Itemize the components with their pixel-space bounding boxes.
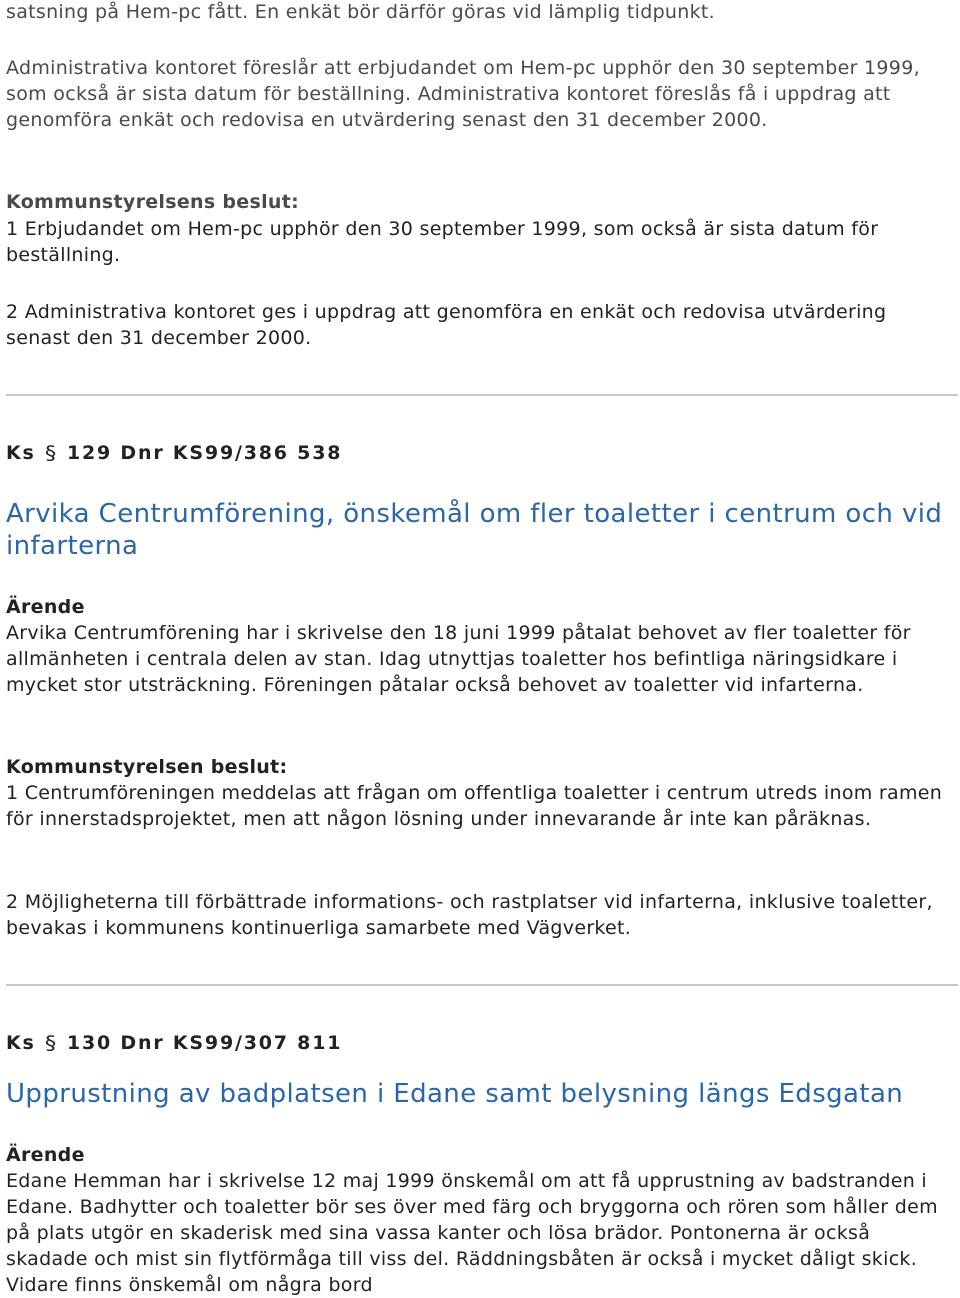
decision-1-item-1: 1 Erbjudandet om Hem-pc upphör den 30 september 1999, som också är sista datum för beställning. bbox=[6, 218, 879, 266]
ks129-prefix: Ks bbox=[6, 442, 36, 464]
ks129-decision-1: 1 Centrumföreningen meddelas att frågan om offentliga toaletter i centrum utreds inom ramen för innerstadsprojektet, men att någon lösning under innevarande år inte kan påräknas. bbox=[6, 782, 943, 830]
decision-1-item-2: 2 Administrativa kontoret ges i uppdrag att genomföra en enkät och redovisa utvärdering senast den 31 december 2000. bbox=[6, 301, 887, 349]
proposal-paragraph: Administrativa kontoret föreslår att erbjudandet om Hem-pc upphör den 30 september 1999, som också är sista datum för beställning. Administrativa kontoret föreslås få i uppdrag att genomföra enkät och redovisa en utvärdering senast den 31 december 2000. bbox=[6, 57, 920, 131]
paragraph-sign-icon: § bbox=[44, 442, 59, 464]
ks130-reference bbox=[6, 1030, 342, 1056]
ks129-title: Arvika Centrumförening, önskemål om fler toaletter i centrum och vid infarterna bbox=[6, 499, 943, 561]
ks129-reference bbox=[6, 440, 342, 466]
ks129-arende-heading: Ärende bbox=[6, 596, 85, 618]
ks129-number: 129 Dnr KS99/386 538 bbox=[66, 442, 343, 464]
intro-tail: satsning på Hem-pc fått. En enkät bör därför göras vid lämplig tidpunkt. bbox=[6, 1, 716, 23]
ks129-decision-2: 2 Möjligheterna till förbättrade informations- och rastplatser vid infarterna, inklusive toaletter, bevakas i kommunens kontinuerliga samarbete med Vägverket. bbox=[6, 891, 933, 939]
ks129-decision-heading: Kommunstyrelsen beslut: bbox=[6, 756, 288, 778]
section-divider-1 bbox=[6, 394, 958, 396]
decision-heading-1: Kommunstyrelsens beslut: bbox=[6, 191, 299, 213]
ks130-number: 130 Dnr KS99/307 811 bbox=[66, 1032, 343, 1054]
ks130-arende-heading: Ärende bbox=[6, 1144, 85, 1166]
ks130-title: Upprustning av badplatsen i Edane samt belysning längs Edsgatan bbox=[6, 1079, 904, 1109]
ks130-arende-text: Edane Hemman har i skrivelse 12 maj 1999 önskemål om att få upprustning av badstranden i Edane. Badhytter och toaletter bör ses över med färg och bryggorna och rören som håller dem på plats utgör en skaderisk med sina vassa kanter och lösa brädor. Pontonerna är också skadade och mist sin flytförmåga till viss del. Räddningsbåten är också i mycket dåligt skick. Vidare finns önskemål om några bord bbox=[6, 1170, 938, 1296]
paragraph-sign-icon: § bbox=[44, 1032, 59, 1054]
ks130-prefix: Ks bbox=[6, 1032, 36, 1054]
ks129-arende-text: Arvika Centrumförening har i skrivelse den 18 juni 1999 påtalat behovet av fler toaletter för allmänheten i centrala delen av stan. Idag utnyttjas toaletter hos befintliga näringsidkare i mycket stor utsträckning. Föreningen påtalar också behovet av toaletter vid infarterna. bbox=[6, 622, 911, 696]
section-divider-2 bbox=[6, 984, 958, 986]
